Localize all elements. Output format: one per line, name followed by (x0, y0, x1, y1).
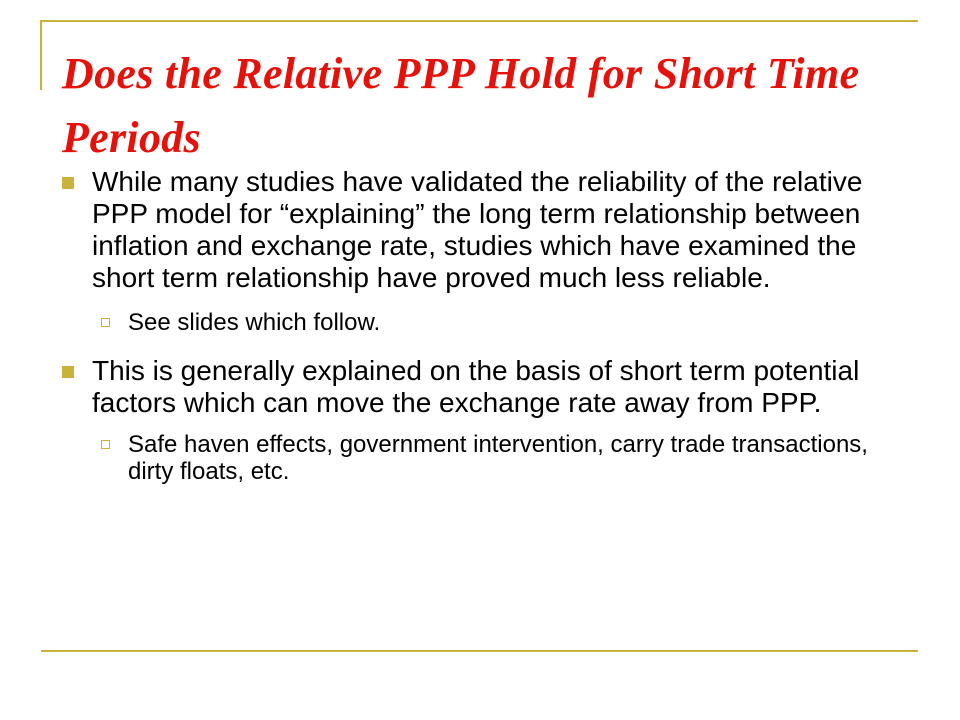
top-divider (41, 20, 918, 22)
sub-bullet-item (62, 309, 902, 336)
bullet-text: This is generally explained on the basis of short term potential factors which can move the exchange rate away from PPP. (92, 355, 860, 418)
slide-body (62, 166, 902, 485)
bottom-divider (41, 650, 918, 652)
filled-square-bullet-icon (62, 366, 74, 378)
bullet-item (62, 166, 902, 294)
hollow-square-bullet-icon (101, 318, 110, 327)
bullet-text: While many studies have validated the reliability of the relative PPP model for “explaining” the long term relationship between inflation and exchange rate, studies which have examined the short term relationship have proved much less reliable. (92, 166, 863, 293)
bullet-item (62, 355, 902, 419)
slide-title: Does the Relative PPP Hold for Short Time Periods (62, 49, 860, 162)
filled-square-bullet-icon (62, 177, 74, 189)
sub-bullet-item (62, 431, 902, 485)
left-divider (40, 20, 42, 90)
sub-bullet-text: See slides which follow. (128, 309, 381, 336)
hollow-square-bullet-icon (101, 440, 110, 449)
sub-bullet-text: Safe haven effects, government intervention, carry trade transactions, dirty floats, etc. (128, 431, 868, 485)
